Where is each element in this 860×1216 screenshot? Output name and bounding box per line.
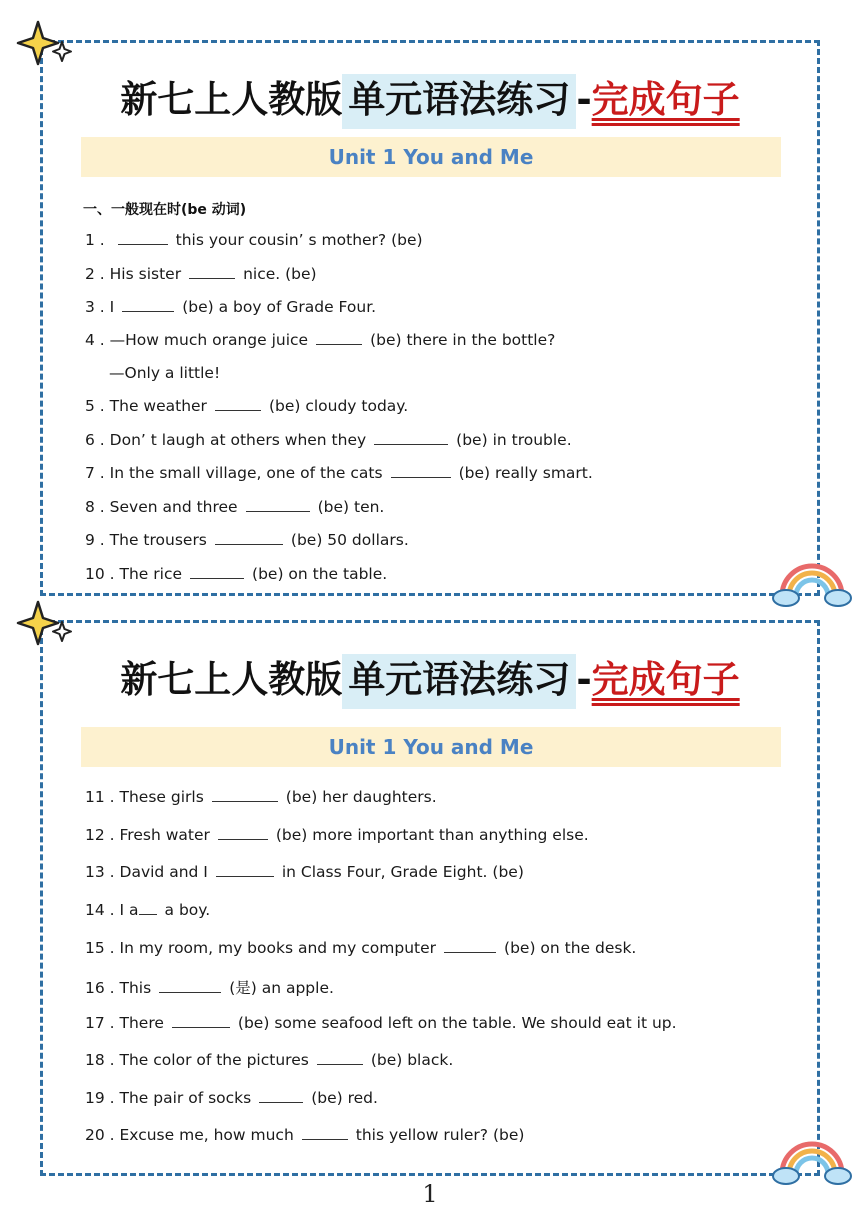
- answer-blank[interactable]: [444, 940, 496, 953]
- answer-blank[interactable]: [374, 432, 448, 445]
- question-item: 6 . Don’ t laugh at others when they (be) in trouble.: [85, 431, 572, 449]
- worksheet-panel-2: [40, 620, 820, 1176]
- answer-blank[interactable]: [391, 465, 451, 478]
- answer-blank[interactable]: [139, 902, 157, 915]
- answer-blank[interactable]: [190, 566, 244, 579]
- rainbow-cloud-icon: [770, 556, 854, 608]
- answer-blank[interactable]: [172, 1015, 230, 1028]
- rainbow-cloud-icon: [770, 1134, 854, 1186]
- question-item: 19 . The pair of socks (be) red.: [85, 1089, 378, 1107]
- title-emphasis: 完成句子: [591, 78, 740, 121]
- page-number: 1: [422, 1180, 438, 1208]
- question-item: 18 . The color of the pictures (be) black.: [85, 1051, 454, 1069]
- question-item: 20 . Excuse me, how much this yellow ruler? (be): [85, 1126, 525, 1144]
- answer-blank[interactable]: [189, 266, 235, 279]
- answer-blank[interactable]: [118, 232, 168, 245]
- question-item: 1 . this your cousin’ s mother? (be): [85, 231, 423, 249]
- answer-blank[interactable]: [159, 980, 221, 993]
- answer-blank[interactable]: [316, 332, 362, 345]
- question-item: 5 . The weather (be) cloudy today.: [85, 397, 409, 415]
- question-item: 11 . These girls (be) her daughters.: [85, 788, 437, 806]
- sparkle-star-icon: [16, 18, 74, 70]
- answer-blank[interactable]: [212, 789, 278, 802]
- question-item: 7 . In the small village, one of the cats (be) really smart.: [85, 464, 593, 482]
- question-item: 16 . This (是) an apple.: [85, 979, 334, 997]
- title-highlight: 单元语法练习: [342, 74, 576, 129]
- page-title: [43, 649, 817, 703]
- answer-blank[interactable]: [259, 1090, 303, 1103]
- question-item: 8 . Seven and three (be) ten.: [85, 498, 385, 516]
- question-item: 2 . His sister nice. (be): [85, 265, 317, 283]
- question-item: 9 . The trousers (be) 50 dollars.: [85, 531, 409, 549]
- answer-blank[interactable]: [302, 1127, 348, 1140]
- answer-blank[interactable]: [215, 398, 261, 411]
- unit-header: Unit 1 You and Me: [81, 137, 781, 177]
- answer-blank[interactable]: [216, 864, 274, 877]
- question-item: 10 . The rice (be) on the table.: [85, 565, 388, 583]
- section-heading: 一、一般现在时(be 动词): [83, 202, 247, 218]
- question-item: 3 . I (be) a boy of Grade Four.: [85, 298, 377, 316]
- answer-blank[interactable]: [246, 499, 310, 512]
- title-dash: -: [576, 658, 592, 701]
- title-dash: -: [576, 78, 592, 121]
- question-item: —Only a little!: [109, 364, 221, 382]
- page-title: [43, 69, 817, 123]
- title-part: 新七上人教版: [120, 658, 343, 701]
- worksheet-panel-1: [40, 40, 820, 596]
- answer-blank[interactable]: [122, 299, 174, 312]
- title-highlight: 单元语法练习: [342, 654, 576, 709]
- answer-blank[interactable]: [218, 827, 268, 840]
- question-item: 12 . Fresh water (be) more important than anything else.: [85, 826, 589, 844]
- answer-blank[interactable]: [317, 1052, 363, 1065]
- question-item: 13 . David and I in Class Four, Grade Eight. (be): [85, 863, 524, 881]
- question-item: 14 . I a a boy.: [85, 901, 211, 919]
- question-item: 17 . There (be) some seafood left on the table. We should eat it up.: [85, 1014, 677, 1032]
- answer-blank[interactable]: [215, 532, 283, 545]
- sparkle-star-icon: [16, 598, 74, 650]
- title-emphasis: 完成句子: [591, 658, 740, 701]
- question-item: 15 . In my room, my books and my computer (be) on the desk.: [85, 939, 637, 957]
- title-part: 新七上人教版: [120, 78, 343, 121]
- unit-header: Unit 1 You and Me: [81, 727, 781, 767]
- question-item: 4 . —How much orange juice (be) there in the bottle?: [85, 331, 556, 349]
